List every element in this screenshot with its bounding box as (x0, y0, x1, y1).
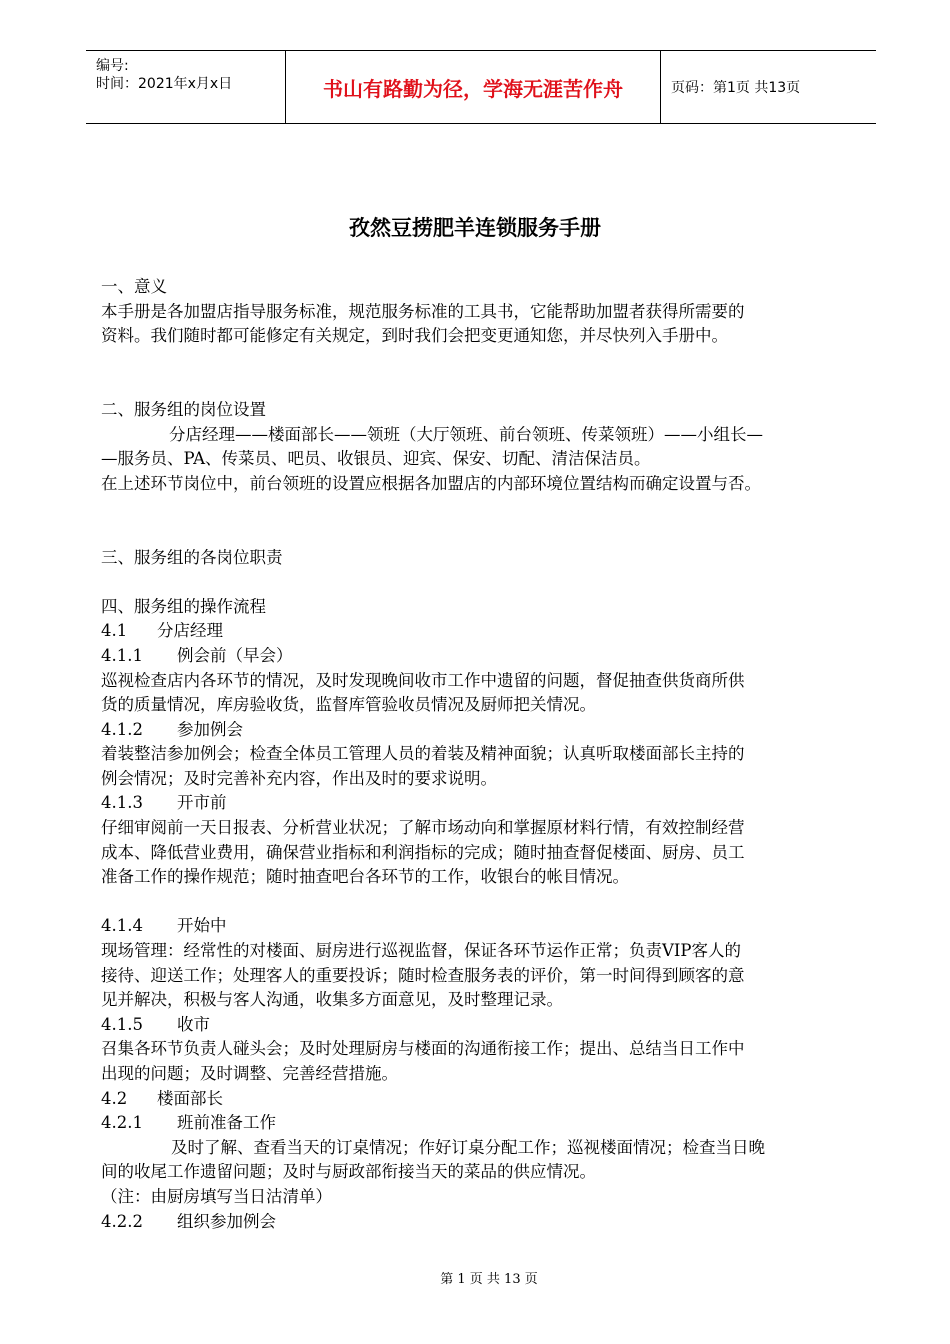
paragraph-line: 接待、迎送工作；处理客人的重要投诉；随时检查服务表的评价，第一时间得到顾客的意 (101, 965, 745, 985)
subsection-number: 4.2.1 (101, 1113, 143, 1133)
subsection-number: 4.1 (101, 621, 128, 641)
subsection-number: 4.2 (101, 1088, 128, 1108)
subsection-number: 4.1.5 (101, 1014, 143, 1034)
subsection-heading (101, 1210, 861, 1235)
header-meta (86, 51, 286, 123)
subsection-number: 4.2.2 (101, 1211, 143, 1231)
subsection-number: 4.1.4 (101, 916, 143, 936)
subsection-title: 组织参加例会 (177, 1211, 276, 1231)
section-heading: 三、服务组的各岗位职责 (101, 547, 283, 567)
header-motto: 书山有路勤为径，学海无涯苦作舟 (286, 51, 661, 123)
section-heading: 一、意义 (101, 277, 167, 296)
subsection-heading (101, 1111, 861, 1136)
subsection-title: 参加例会 (177, 719, 243, 739)
document-title: 孜然豆捞肥羊连锁服务手册 (349, 215, 601, 240)
paragraph-line: 仔细审阅前一天日报表、分析营业状况；了解市场动向和掌握原材料行情，有效控制经营 (101, 818, 745, 838)
subsection-title: 楼面部长 (157, 1088, 223, 1108)
paragraph-line: 召集各环节负责人碰头会；及时处理厨房与楼面的沟通衔接工作；提出、总结当日工作中 (101, 1039, 745, 1059)
paragraph-line: 成本、降低营业费用，确保营业指标和利润指标的完成；随时抽查督促楼面、厨房、员工 (101, 842, 745, 862)
paragraph-line: 间的收尾工作遗留问题；及时与厨政部衔接当天的菜品的供应情况。 (101, 1162, 596, 1182)
subsection-heading (101, 644, 861, 669)
paragraph-line: 着装整洁参加例会；检查全体员工管理人员的着装及精神面貌；认真听取楼面部长主持的 (101, 744, 745, 764)
page-header (86, 50, 876, 124)
section-heading: 二、服务组的岗位设置 (101, 399, 266, 419)
paragraph-line: —服务员、PA、传菜员、吧员、收银员、迎宾、保安、切配、清洁保洁员。 (101, 449, 651, 469)
subsection-number: 4.1.3 (101, 793, 143, 813)
subsection-title: 开始中 (177, 916, 227, 936)
subsection-heading (101, 1013, 861, 1038)
number-label: 编号: (96, 58, 129, 74)
subsection-title: 开市前 (177, 793, 227, 813)
subsection-title: 分店经理 (157, 621, 223, 641)
subsection-heading (101, 914, 861, 939)
paragraph-line: 本手册是各加盟店指导服务标准，规范服务标准的工具书，它能帮助加盟者获得所需要的 (101, 301, 745, 321)
header-page-info: 页码：第1页 共13页 (671, 80, 801, 96)
subsection-title: 例会前（早会） (177, 645, 293, 665)
document-body (101, 275, 861, 1234)
paragraph-line: 例会情况；及时完善补充内容，作出及时的要求说明。 (101, 768, 497, 788)
paragraph-line: 巡视检查店内各环节的情况，及时发现晚间收市工作中遗留的问题，督促抽查供货商所供 (101, 670, 745, 690)
paragraph-line: 货的质量情况，库房验收货，监督库管验收员情况及厨师把关情况。 (101, 695, 596, 715)
subsection-heading (101, 791, 861, 816)
subsection-title: 收市 (177, 1014, 210, 1034)
subsection-number: 4.1.2 (101, 719, 143, 739)
note-line: （注：由厨房填写当日沽清单） (101, 1186, 332, 1206)
paragraph-line: 现场管理：经常性的对楼面、厨房进行巡视监督，保证各环节运作正常；负责VIP客人的 (101, 941, 742, 961)
paragraph-line: 分店经理——楼面部长——领班（大厅领班、前台领班、传菜领班）——小组长— (169, 424, 763, 444)
section-heading: 四、服务组的操作流程 (101, 596, 266, 616)
paragraph-line: 及时了解、查看当天的订桌情况；作好订桌分配工作；巡视楼面情况；检查当日晚 (171, 1137, 765, 1157)
subsection-heading (101, 718, 861, 743)
paragraph-line: 准备工作的操作规范；随时抽查吧台各环节的工作，收银台的帐目情况。 (101, 867, 629, 887)
subsection-heading (101, 1087, 861, 1112)
time-label: 时间：2021年x月x日 (96, 76, 233, 92)
subsection-number: 4.1.1 (101, 645, 143, 665)
page-footer: 第 1 页 共 13 页 (440, 1272, 538, 1287)
paragraph-line: 资料。我们随时都可能修定有关规定，到时我们会把变更通知您，并尽快列入手册中。 (101, 326, 728, 346)
subsection-heading (101, 619, 861, 644)
paragraph-line: 在上述环节岗位中，前台领班的设置应根据各加盟店的内部环境位置结构而确定设置与否。 (101, 473, 761, 493)
paragraph-line: 见并解决，积极与客人沟通，收集多方面意见，及时整理记录。 (101, 990, 563, 1010)
paragraph-line: 出现的问题；及时调整、完善经营措施。 (101, 1064, 398, 1083)
subsection-title: 班前准备工作 (177, 1113, 276, 1133)
